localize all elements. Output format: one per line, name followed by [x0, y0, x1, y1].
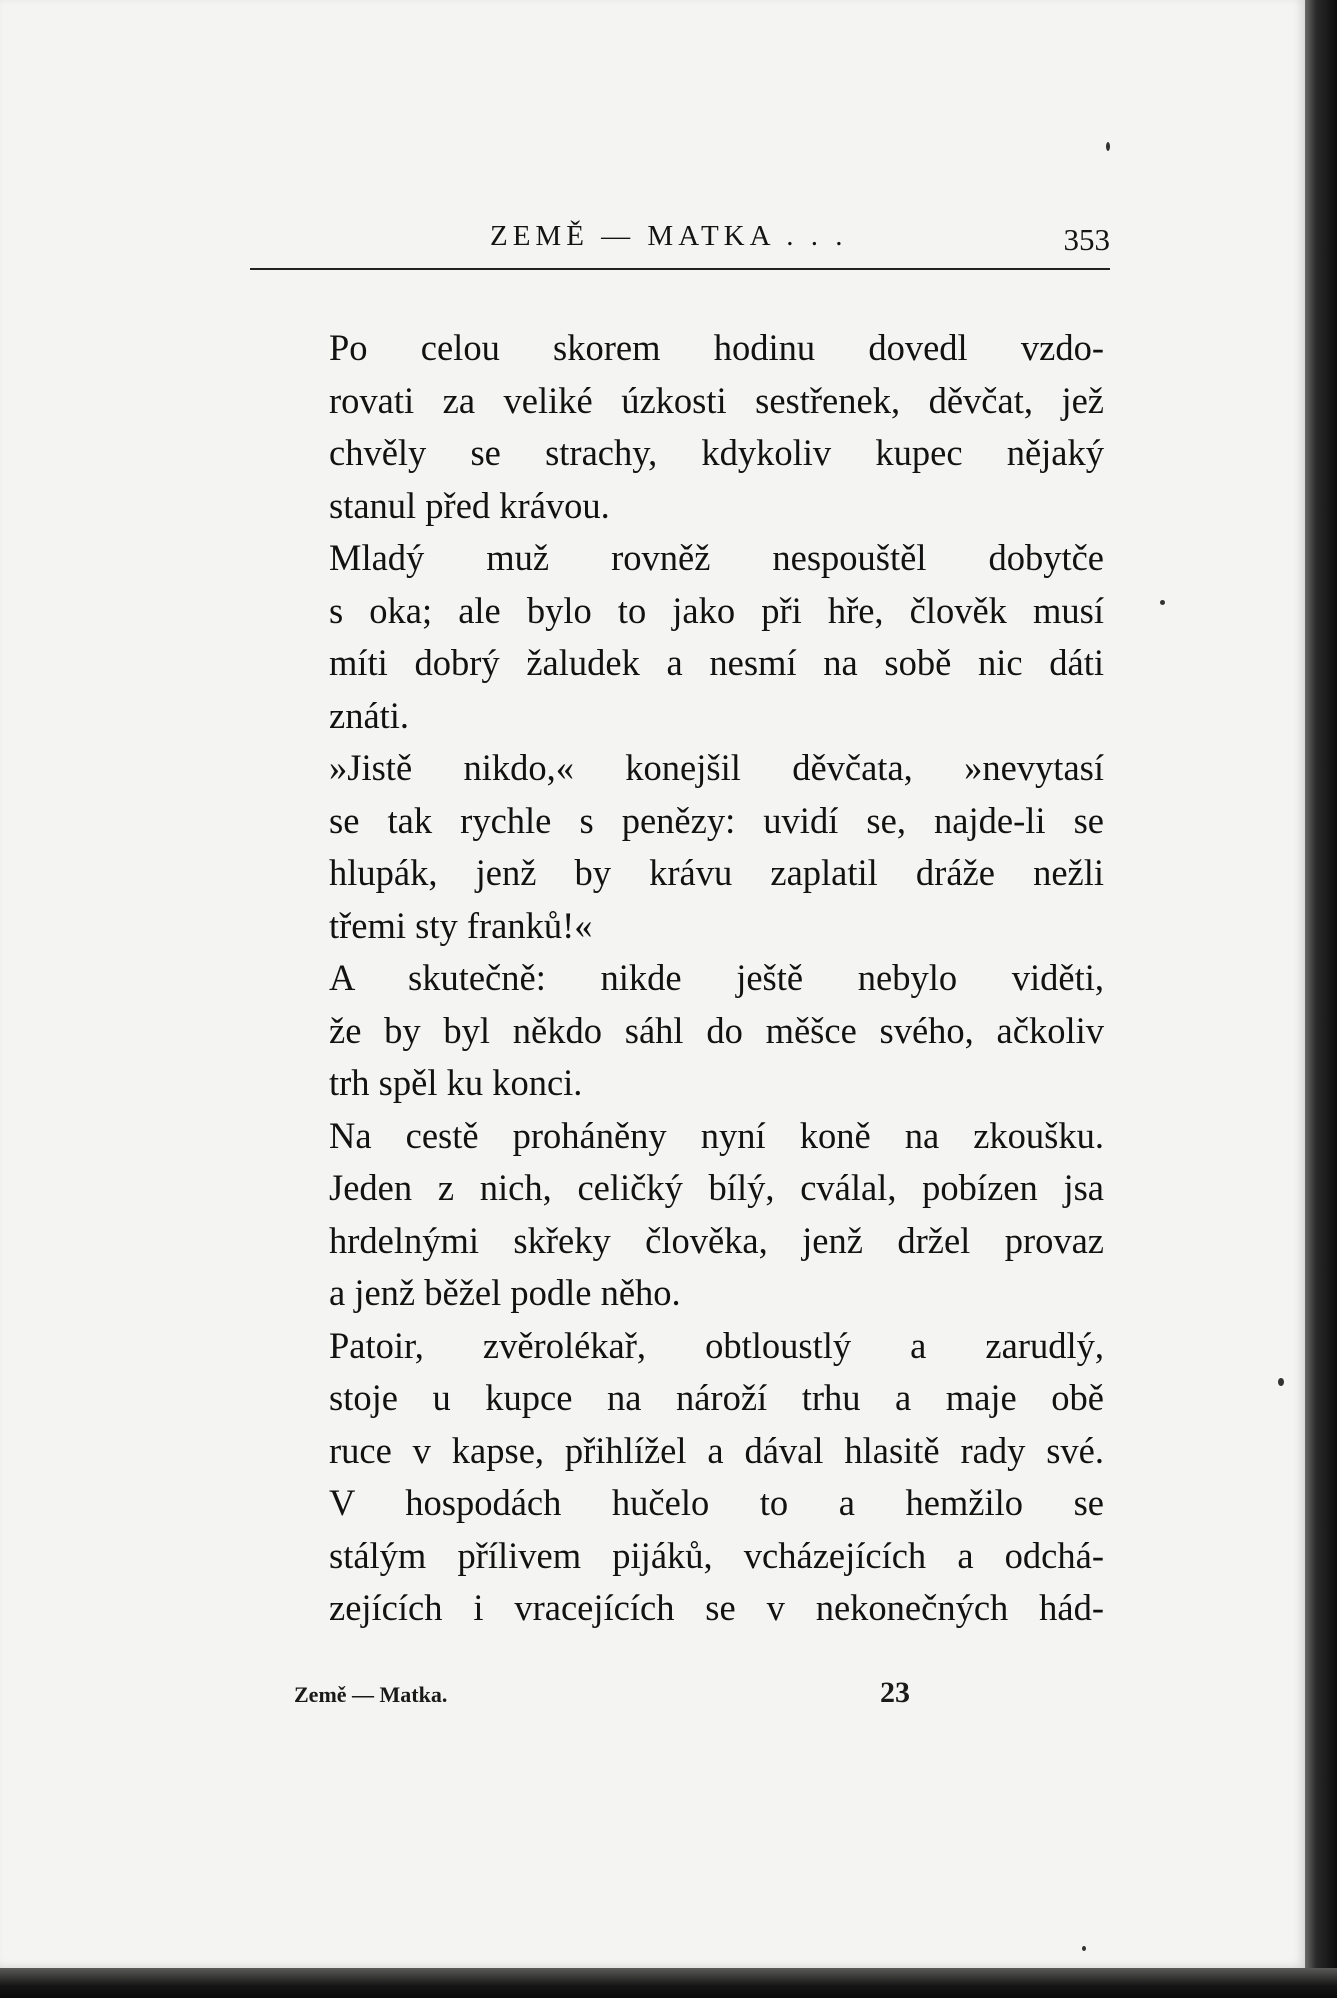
paragraph [240, 1320, 1104, 1478]
text-line: Na cestě proháněny nyní koně na zkoušku. [329, 1114, 1104, 1156]
text-line: chvěly se strachy, kdykoliv kupec nějaký [329, 432, 1104, 473]
text-line: stanul před krávou. [329, 484, 610, 526]
signature-mark [294, 1676, 934, 1722]
ink-speck [1106, 142, 1110, 151]
body-text [240, 322, 1104, 1635]
text-line: trh spěl ku konci. [329, 1062, 583, 1103]
header-rule [250, 268, 1110, 270]
text-line: Patoir, zvěrolékař, obtloustlý a zarudlý, [329, 1324, 1104, 1366]
paragraph [240, 952, 1104, 1110]
text-line: se tak rychle s penězy: uvidí se, najde-li se [329, 799, 1104, 841]
ink-speck [1160, 600, 1165, 605]
paragraph [240, 322, 1104, 532]
text-line: že by byl někdo sáhl do měšce svého, ačkoliv [329, 1009, 1104, 1051]
text-line: V hospodách hučelo to a hemžilo se [329, 1482, 1104, 1523]
text-line: znáti. [329, 694, 410, 736]
paragraph [240, 742, 1104, 952]
paragraph [240, 532, 1104, 742]
signature-title: Země — Matka. [294, 1682, 448, 1707]
text-line: A skutečně: nikde ještě nebylo viděti, [329, 957, 1104, 998]
text-line: zejících i vracejících se v nekonečných hád- [329, 1587, 1104, 1628]
text-line: Jeden z nich, celičký bílý, cválal, pobízen jsa [329, 1167, 1104, 1208]
ink-speck [1278, 1378, 1284, 1386]
page-number: 353 [1063, 222, 1110, 257]
text-line: hlupák, jenž by krávu zaplatil dráže nežli [329, 852, 1104, 893]
text-line: Mladý muž rovněž nespouštěl dobytče [329, 537, 1104, 578]
text-line: a jenž běžel podle něho. [329, 1272, 681, 1313]
text-line: stoje u kupce na nároží trhu a maje obě [329, 1377, 1104, 1418]
paragraph [240, 1110, 1104, 1320]
text-line: stálým přílivem pijáků, vcházejících a odchá- [329, 1534, 1104, 1576]
text-line: hrdelnými skřeky člověka, jenž držel provaz [329, 1219, 1104, 1261]
paragraph [240, 1477, 1104, 1635]
text-line: rovati za veliké úzkosti sestřenek, děvčat, jež [329, 379, 1104, 421]
page-edge-right [1305, 0, 1337, 1998]
text-line: Po celou skorem hodinu dovedl vzdo- [329, 327, 1104, 368]
signature-number: 23 [880, 1676, 910, 1709]
ink-speck [1082, 1946, 1086, 1951]
page-edge-bottom [0, 1968, 1337, 1998]
running-header [250, 214, 1110, 274]
text-line: »Jistě nikdo,« konejšil děvčata, »nevytasí [329, 747, 1104, 788]
text-line: třemi sty franků!« [329, 904, 593, 946]
text-line: s oka; ale bylo to jako při hře, člověk musí [329, 589, 1104, 631]
text-line: míti dobrý žaludek a nesmí na sobě nic dáti [329, 642, 1104, 683]
running-title: ZEMĚ — MATKA . . . [490, 220, 848, 252]
text-line: ruce v kapse, přihlížel a dával hlasitě rady své. [329, 1429, 1104, 1471]
